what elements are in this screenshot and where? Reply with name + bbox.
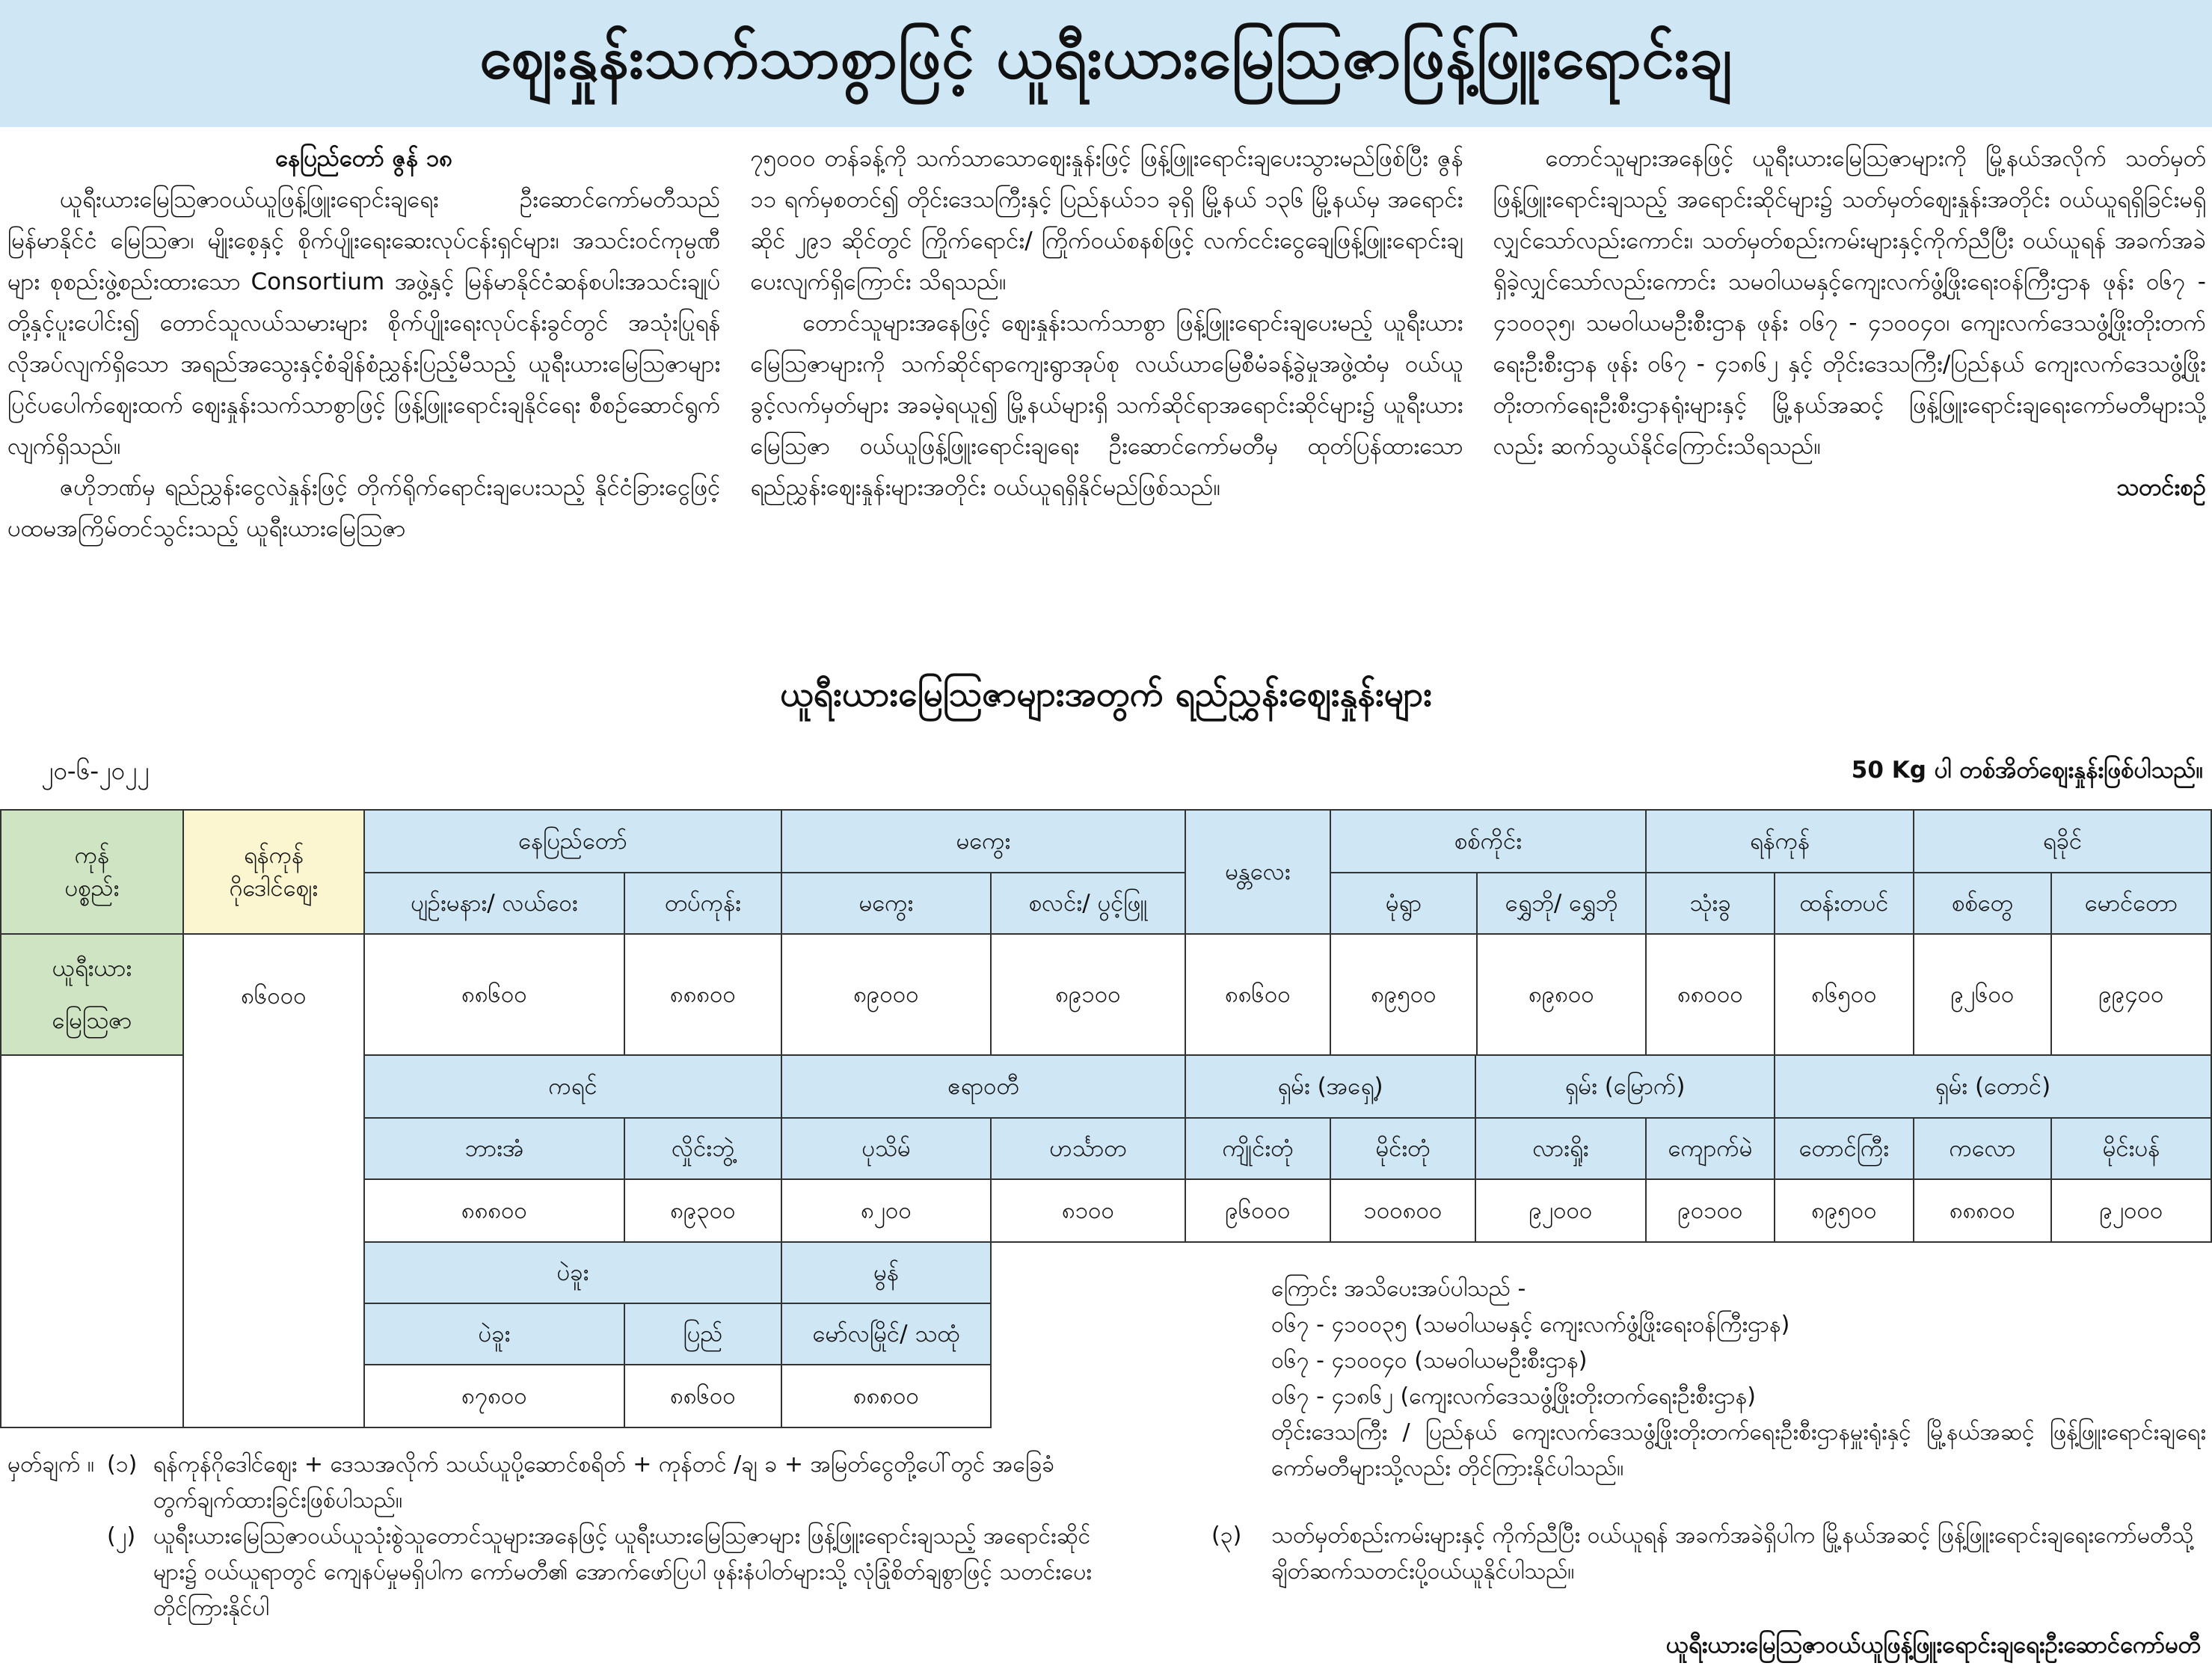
goods-header-line1: ကုန်	[74, 842, 110, 869]
town-header: မကွေး	[781, 872, 992, 935]
town-header: မောင်တော	[2050, 872, 2212, 935]
price-cell: ၈၇၈၀၀	[363, 1364, 625, 1428]
town-header: မုံရွာ	[1330, 872, 1478, 935]
note-text: ရန်ကုန်ဂိုဒေါင်ဈေး + ဒေသအလိုက် သယ်ယူပို့ဆောင်စရိတ် + ကုန်တင် /ချ ခ + အမြတ်ငွေတို့ပေါ်တွင် အခြေခံတွက်ချက်ထားခြင်းဖြစ်ပါသည်။	[153, 1451, 1055, 1513]
region-header: စစ်ကိုင်း	[1330, 809, 1647, 873]
region-header: မွန်	[781, 1241, 992, 1304]
town-header: ပုသိမ်	[781, 1117, 992, 1180]
notes-label: မှတ်ချက် ။	[7, 1451, 94, 1478]
price-cell: ၈၉၀၀၀	[781, 933, 992, 1056]
town-header: တောင်ကြီး	[1774, 1117, 1914, 1180]
note-2	[107, 1519, 1096, 1626]
page-title: ဈေးနှုန်းသက်သာစွာဖြင့် ယူရီးယားမြေသြဇာဖြန့်ဖြူးရောင်းချ	[479, 24, 1733, 92]
goods-name-line2: မြေသြဇာ	[52, 1007, 132, 1034]
town-header: ထန်းတပင်	[1774, 872, 1914, 935]
price-cell: ၈၈၆၀၀	[363, 933, 625, 1056]
phone-line: ၀၆၇ - ၄၁၀၀၃၅ (သမဝါယမနှင့် ကျေးလက်ဖွံ့ဖြိုးရေးဝန်ကြီးဌာန)	[1271, 1312, 1790, 1338]
region-header: နေပြည်တော်	[363, 809, 782, 873]
price-cell: ၈၈၆၀၀	[1185, 933, 1331, 1056]
price-cell: ၈၈၆၀၀	[624, 1364, 782, 1428]
note-text: သတ်မှတ်စည်းကမ်းများနှင့် ကိုက်ညီပြီး ဝယ်ယူရန် အခက်အခဲရှိပါက မြို့နယ်အဆင့် ဖြန့်ဖြူးရောင်းချရေးကော်မတီသို့ ချိတ်ဆက်သတင်းပို့ဝယ်ယူနိုင်ပါသည်။	[1271, 1522, 2194, 1585]
article-body	[7, 138, 2206, 654]
article-paragraph: ယူရီးယားမြေသြဇာဝယ်ယူဖြန့်ဖြူးရောင်းချရေး ဦးဆောင်ကော်မတီသည် မြန်မာနိုင်ငံ မြေသြဇာ၊ မျိုးစေ့နှင့် စိုက်ပျိုးရေးဆေးလုပ်ငန်းရှင်များ၊ အသင်းဝင်ကုမ္ပဏီများ စုစည်းဖွဲ့စည်းထားသော Consortium အဖွဲ့နှင့် မြန်မာနိုင်ငံဆန်စပါးအသင်းချုပ်တို့နှင့်ပူးပေါင်း၍ တောင်သူလယ်သမားများ စိုက်ပျိုးရေးလုပ်ငန်းခွင်တွင် အသုံးပြုရန် လိုအပ်လျက်ရှိသော အရည်အသွေးနှင့်စံချိန်စံညွှန်းပြည့်မီသည့် ယူရီးယားမြေသြဇာများ ပြင်ပပေါက်ဈေးထက် ဈေးနှုန်းသက်သာစွာဖြင့် ဖြန့်ဖြူးရောင်းချနိုင်ရေး စီစဉ်ဆောင်ရွက်လျက်ရှိသည်။	[7, 186, 721, 460]
article-paragraph: ၇၅၀၀၀ တန်ခန့်ကို သက်သာသောဈေးနှုန်းဖြင့် ဖြန့်ဖြူးရောင်းချပေးသွားမည်ဖြစ်ပြီး ဇွန် ၁၁ ရက်မှစတင်၍ တိုင်းဒေသကြီးနှင့် ပြည်နယ်၁၁ ခုရှိ မြို့နယ် ၁၃၆ မြို့နယ်မှ အရောင်းဆိုင် ၂၉၁ ဆိုင်တွင် ကြိုက်ရောင်း/ ကြိုက်ဝယ်စနစ်ဖြင့် လက်ငင်းငွေချေဖြန့်ဖြူးရောင်းချပေးလျက်ရှိကြောင်း သိရသည်။	[750, 145, 1463, 295]
region-header: ရန်ကုန်	[1645, 809, 1914, 873]
town-header: တပ်ကုန်း	[624, 872, 782, 935]
price-cell: ၈၂၀၀	[781, 1178, 992, 1243]
goods-header-line2: ပစ္စည်း	[64, 875, 120, 902]
town-header: ကျိုင်းတုံ	[1185, 1117, 1331, 1180]
goods-header	[0, 809, 184, 935]
price-cell: ၉၂၀၀၀	[1475, 1178, 1647, 1243]
town-header: မိုင်းပန်	[2050, 1117, 2212, 1180]
price-cell: ၈၈၈၀၀	[363, 1178, 625, 1243]
region-header: ရှမ်း (မြောက်)	[1475, 1054, 1775, 1119]
note-1	[107, 1447, 1096, 1519]
price-cell: ၉၆၀၀၀	[1185, 1178, 1331, 1243]
town-header: ပဲခူး	[363, 1303, 625, 1365]
article-column-2	[750, 138, 1463, 654]
article-column-3	[1493, 138, 2206, 654]
price-cell: ၉၀၁၀၀	[1645, 1178, 1775, 1243]
town-header: ဟင်္သာတ	[990, 1117, 1186, 1180]
price-cell: ၁၀၀၈၀၀	[1330, 1178, 1476, 1243]
notes-tail: တိုင်းဒေသကြီး / ပြည်နယ် ကျေးလက်ဒေသဖွံ့ဖြိုးတိုးတက်ရေးဦးစီးဌာနမှူးရုံးနှင့် မြို့နယ်အဆင့် ဖြန့်ဖြူးရောင်းချရေးကော်မတီများသို့လည်း တိုင်ကြားနိုင်ပါသည်။	[1271, 1419, 2206, 1481]
yangon-market-header-line1: ရန်ကုန်	[243, 842, 304, 869]
goods-name	[0, 933, 184, 1056]
price-cell: ၈၁၀၀	[990, 1178, 1186, 1243]
town-header: ကျောက်မဲ	[1645, 1117, 1775, 1180]
price-cell: ၈၉၈၀၀	[1476, 933, 1647, 1056]
dateline: နေပြည်တော် ဇွန် ၁၈	[275, 145, 453, 172]
town-header: ရွှေဘို/ ရွှေဘို	[1476, 872, 1647, 935]
note-number: (၁)	[107, 1451, 138, 1478]
region-header: ပဲခူး	[363, 1241, 782, 1304]
price-cell: ၈၆၅၀၀	[1774, 933, 1914, 1056]
town-header: စစ်တွေ	[1913, 872, 2052, 935]
notes-intro: ကြောင်း အသိပေးအပ်ပါသည် -	[1271, 1276, 1526, 1302]
article-paragraph: တောင်သူများအနေဖြင့် ယူရီးယားမြေသြဇာများကို မြို့နယ်အလိုက် သတ်မှတ်ဖြန့်ဖြူးရောင်းချသည့် အရောင်းဆိုင်များ၌ သတ်မှတ်ဈေးနှုန်းအတိုင်း ဝယ်ယူရရှိခြင်းမရှိလျှင်သော်လည်းကောင်း၊ သတ်မှတ်စည်းကမ်းများနှင့်ကိုက်ညီပြီး ဝယ်ယူရန် အခက်အခဲရှိခဲ့လျှင်သော်လည်းကောင်း သမဝါယမနှင့်ကျေးလက်ဖွံ့ဖြိုးရေးဝန်ကြီးဌာန ဖုန်း ၀၆၇ - ၄၁၀၀၃၅၊ သမဝါယမဦးစီးဌာန ဖုန်း ၀၆၇ - ၄၁၀၀၄၀၊ ကျေးလက်ဒေသဖွံ့ဖြိုးတိုးတက်ရေးဦးစီးဌာန ဖုန်း ၀၆၇ - ၄၁၈၆၂ နှင့် တိုင်းဒေသကြီး/ပြည်နယ် ကျေးလက်ဒေသဖွံ့ဖြိုးတိုးတက်ရေးဦးစီးဌာနရုံးများနှင့် မြို့နယ်အဆင့် ဖြန့်ဖြူးရောင်းချရေးကော်မတီများသို့လည်း ဆက်သွယ်နိုင်ကြောင်းသိရသည်။	[1493, 145, 2206, 460]
goods-empty-cell	[0, 1054, 184, 1428]
phone-line: ၀၆၇ - ၄၁၈၆၂ (ကျေးလက်ဒေသဖွံ့ဖြိုးတိုးတက်ရေးဦးစီးဌာန)	[1271, 1383, 1756, 1410]
yangon-market-price	[182, 933, 365, 1428]
article-paragraph: တောင်သူများအနေဖြင့် ဈေးနှုန်းသက်သာစွာ ဖြန့်ဖြူးရောင်းချပေးမည့် ယူရီးယားမြေသြဇာများကို သက်ဆိုင်ရာကျေးရွာအုပ်စု လယ်ယာမြေစီမံခန့်ခွဲမှုအဖွဲ့ထံမှ ဝယ်ယူခွင့်လက်မှတ်များ အခမဲ့ရယူ၍ မြို့နယ်များရှိ သက်ဆိုင်ရာအရောင်းဆိုင်များ၌ ယူရီးယားမြေသြဇာ ဝယ်ယူဖြန့်ဖြူးရောင်းချရေး ဦးဆောင်ကော်မတီမှ ထုတ်ပြန်ထားသော ရည်ညွှန်းဈေးနှုန်းများအတိုင်း ဝယ်ယူရရှိနိုင်မည်ဖြစ်သည်။	[750, 310, 1463, 501]
town-header: ကလော	[1913, 1117, 2052, 1180]
price-cell: ၈၈၈၀၀	[624, 933, 782, 1056]
title-banner	[0, 0, 2212, 127]
price-cell: ၈၉၁၀၀	[990, 933, 1186, 1056]
yangon-market-price-value: ၈၆၀၀၀	[241, 983, 307, 1009]
price-cell: ၈၈၈၀၀	[1913, 1178, 2052, 1243]
contact-notes	[1271, 1271, 2206, 1487]
price-cell: ၉၂၀၀၀	[2050, 1178, 2212, 1243]
price-cell: ၉၂၆၀၀	[1913, 933, 2052, 1056]
note-text: ယူရီးယားမြေသြဇာဝယ်ယူသုံးစွဲသူတောင်သူများအနေဖြင့် ယူရီးယားမြေသြဇာများ ဖြန့်ဖြူးရောင်းချသည့် အရောင်းဆိုင်များ၌ ဝယ်ယူရာတွင် ကျေနပ်မှုမရှိပါက ကော်မတီ၏ အောက်ဖော်ပြပါ ဖုန်းနံပါတ်များသို့ လုံခြုံစိတ်ချစွာဖြင့် သတင်းပေးတိုင်ကြားနိုင်ပါ	[153, 1523, 1092, 1621]
town-header: လှိုင်းဘွဲ့	[624, 1117, 782, 1180]
region-header: ရခိုင်	[1913, 809, 2212, 873]
town-header: စလင်း/ ပွင့်ဖြူ	[990, 872, 1186, 935]
note-number: (၂)	[107, 1523, 136, 1549]
region-header: မကွေး	[781, 809, 1186, 873]
byline: သတင်းစဉ်	[2116, 474, 2206, 501]
town-header: မော်လမြိုင်/ သထုံ	[781, 1303, 992, 1365]
table-date: ၂၀-၆-၂၀၂၂	[41, 756, 150, 785]
town-header: ပြည်	[624, 1303, 782, 1365]
town-header: သုံးခွ	[1645, 872, 1775, 935]
region-header: မန္တလေး	[1185, 809, 1331, 935]
article-paragraph: ဇဟိုဘဏ်မှ ရည်ညွှန်းငွေလဲနှုန်းဖြင့် တိုက်ရိုက်ရောင်းချပေးသည့် နိုင်ငံခြားငွေဖြင့် ပထမအကြိမ်တင်သွင်းသည့် ယူရီးယားမြေသြဇာ	[7, 474, 721, 542]
phone-line: ၀၆၇ - ၄၁၀၀၄၀ (သမဝါယမဦးစီးဌာန)	[1271, 1347, 1588, 1374]
note-number: (၃)	[1211, 1522, 1242, 1549]
region-header: ရှမ်း (အရှေ့)	[1185, 1054, 1476, 1119]
price-cell: ၈၉၅၀၀	[1330, 933, 1478, 1056]
region-header: ကရင်	[363, 1054, 782, 1119]
price-cell: ၈၉၃၀၀	[624, 1178, 782, 1243]
unit-note: 50 Kg ပါ တစ်အိတ်ဈေးနှုန်းဖြစ်ပါသည်။	[1851, 757, 2203, 784]
town-header: ပျဉ်းမနား/ လယ်ဝေး	[363, 872, 625, 935]
region-header: ဧရာဝတီ	[781, 1054, 1186, 1119]
yangon-market-header	[182, 809, 365, 935]
goods-name-line1: ယူရီးယား	[52, 955, 132, 982]
committee-signature: ယူရီးယားမြေသြဇာဝယ်ယူဖြန့်ဖြူးရောင်းချရေးဦးဆောင်ကော်မတီ	[1665, 1632, 2201, 1659]
price-cell: ၈၈၈၀၀	[781, 1364, 992, 1428]
price-cell: ၈၉၅၀၀	[1774, 1178, 1914, 1243]
yangon-market-header-line2: ဂိုဒေါင်ဈေး	[229, 875, 319, 902]
town-header: မိုင်းတုံ	[1330, 1117, 1476, 1180]
table-title: ယူရီးယားမြေသြဇာများအတွက် ရည်ညွှန်းဈေးနှုန်းများ	[780, 674, 1432, 714]
article-column-1	[7, 138, 720, 654]
price-cell: ၉၉၄၀၀	[2050, 933, 2212, 1056]
price-cell: ၈၈၀၀၀	[1645, 933, 1775, 1056]
town-header: ဘားအံ	[363, 1117, 625, 1180]
region-header: ရှမ်း (တောင်)	[1774, 1054, 2212, 1119]
town-header: လားရှိုး	[1475, 1117, 1647, 1180]
note-3	[1211, 1518, 2206, 1590]
